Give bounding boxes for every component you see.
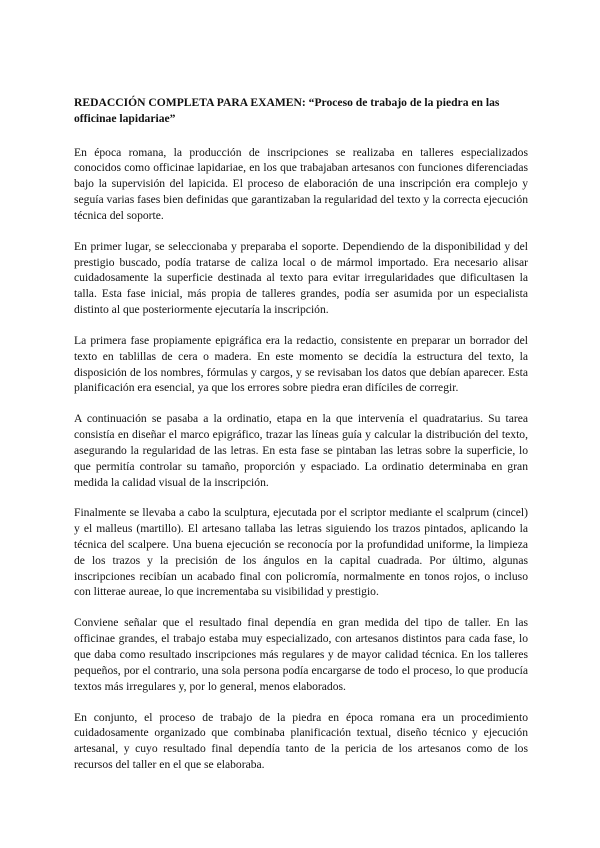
paragraph-1: En época romana, la producción de inscripciones se realizaba en talleres especializados conocidos como officinae lapidariae, en los que trabajaban artesanos con funciones diferenciadas bajo la supervisión del lapicida. El proceso de elaboración de una inscripción era complejo y seguía varias fases bien definidas que garantizaban la regularidad del texto y la correcta ejecución técnica del soporte. — [74, 145, 528, 222]
paragraph-4: A continuación se pasaba a la ordinatio, etapa en la que intervenía el quadratarius. Su tarea consistía en diseñar el marco epigráfico, trazar las líneas guía y calcular la distribución del texto, asegurando la regularidad de las letras. En esta fase se pintaban las letras sobre la superficie, lo que permitía controlar su tamaño, proporción y espaciado. La ordinatio determinaba en gran medida la calidad visual de la inscripción. — [74, 412, 528, 489]
document-body — [74, 95, 528, 788]
document-title: REDACCIÓN COMPLETA PARA EXAMEN: “Proceso de trabajo de la piedra en las officinae lapidariae” — [74, 96, 500, 125]
paragraph-2: En primer lugar, se seleccionaba y preparaba el soporte. Dependiendo de la disponibilidad y del prestigio buscado, podía tratarse de caliza local o de mármol importado. Era necesario alisar cuidadosamente la superficie destinada al texto para evitar irregularidades que dificultasen la talla. Esta fase inicial, más propia de talleres grandes, podía ser asumida por un especialista distinto al que posteriormente ejecutaría la inscripción. — [74, 239, 528, 316]
paragraph-6: Conviene señalar que el resultado final dependía en gran medida del tipo de taller. En las officinae grandes, el trabajo estaba muy especializado, con artesanos distintos para cada fase, lo que daba como resultado inscripciones más regulares y de mayor calidad técnica. En los talleres pequeños, por el contrario, una sola persona podía encargarse de todo el proceso, lo que producía textos más irregulares y, por lo general, menos elaborados. — [74, 616, 528, 693]
paragraph-7: En conjunto, el proceso de trabajo de la piedra en época romana era un procedimiento cuidadosamente organizado que combinaba planificación textual, diseño técnico y ejecución artesanal, y cuyo resultado final dependía tanto de la pericia de los artesanos como de los recursos del taller en el que se elaboraba. — [74, 710, 528, 772]
paragraph-3: La primera fase propiamente epigráfica era la redactio, consistente en preparar un borrador del texto en tablillas de cera o madera. En este momento se decidía la estructura del texto, la disposición de los nombres, fórmulas y cargos, y se revisaban los datos que debían aparecer. Esta planificación era esencial, ya que los errores sobre piedra eran difíciles de corregir. — [74, 333, 528, 395]
paragraph-5: Finalmente se llevaba a cabo la sculptura, ejecutada por el scriptor mediante el scalprum (cincel) y el malleus (martillo). El artesano tallaba las letras siguiendo los trazos pintados, aplicando la técnica del scalpere. Una buena ejecución se reconocía por la profundidad uniforme, la limpieza de los trazos y la precisión de los ángulos en la capital cuadrada. Por último, algunas inscripciones recibían un acabado final con policromía, normalmente en tonos rojos, o incluso con litterae aureae, lo que incrementaba su visibilidad y prestigio. — [74, 506, 528, 599]
